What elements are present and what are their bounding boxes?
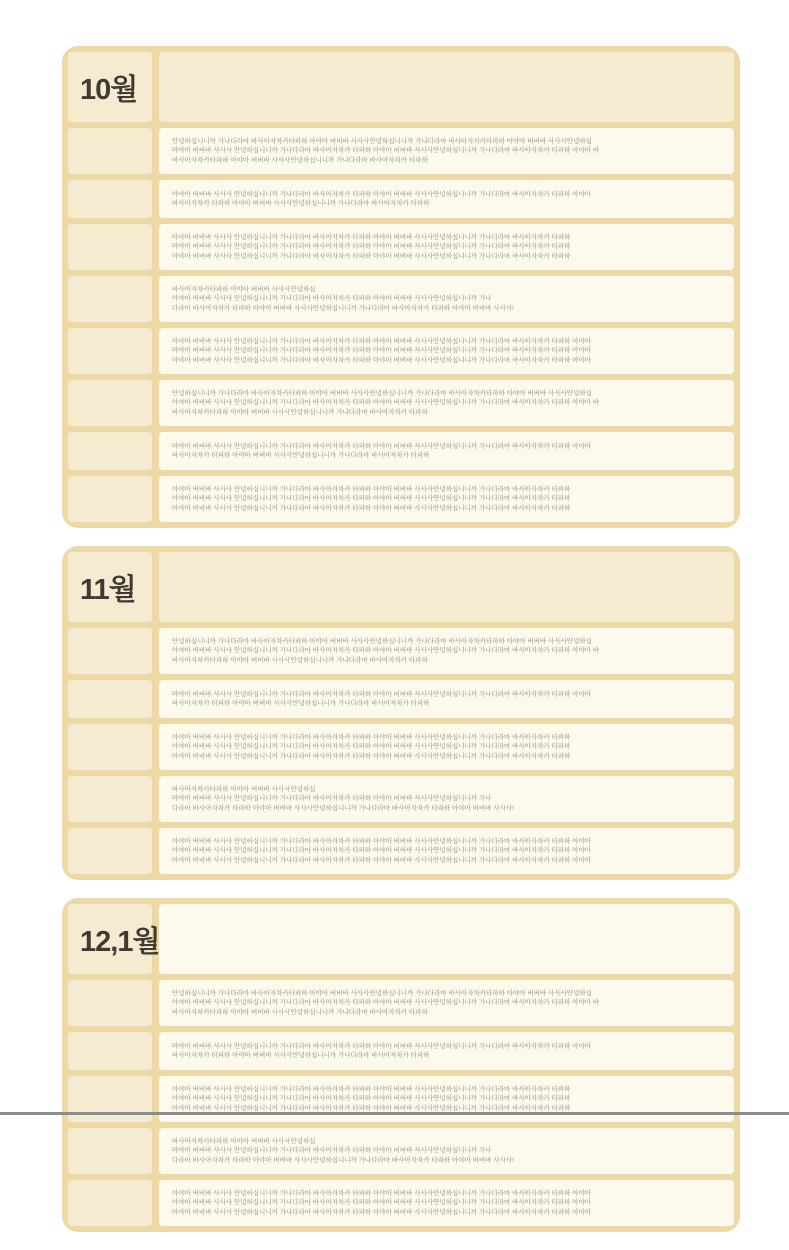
row-text-line: 바사아자차카타파하 아야아 버버바 사사사안녕하십 bbox=[172, 1138, 316, 1146]
schedule-tables bbox=[62, 46, 740, 1250]
row-content-cell bbox=[159, 828, 734, 874]
row-text-line: 아야아 버버바 사사사 안녕하십니니까 가나다라마 바사아자차카 타파하 아야아 버버바 사사사안녕하십니니까 가나다라마 바사아자차카 타파하 아야아 bbox=[172, 838, 592, 846]
row-content-cell bbox=[159, 1180, 734, 1226]
month-label: 10월 bbox=[80, 73, 138, 106]
row-text-line: 안녕하십니니까 가나다라마 바사아자차카타파하 아야아 버버바 사사사안녕하십니니까 가나다라마 바사아자차카타파하 아야아 버버바 사사사안녕하십 bbox=[172, 138, 592, 146]
row-content-cell bbox=[159, 628, 734, 674]
row-content-cell bbox=[159, 1128, 734, 1174]
row-content-cell bbox=[159, 128, 734, 174]
row-text-line: 아야아 버버바 사사사 안녕하십니니까 가나다라마 바사아자차카 타파하 아야아 버버바 사사사안녕하십니니까 가나다라마 바사아자차카 타파하 bbox=[172, 486, 571, 494]
row-text-line: 아야아 버버바 사사사 안녕하십니니까 가나다라마 바사아자차카 타파하 아야아 버버바 사사사안녕하십니니까 가나다라마 바사아자차카 타파하 bbox=[172, 504, 571, 512]
row-content-cell bbox=[159, 980, 734, 1026]
row-text-line: 아야아 버버바 사사사 안녕하십니니까 가나다라마 바사아자차카 타파하 아야아 버버바 사사사안녕하십니니까 가나다라마 바사아자차카 타파하 bbox=[172, 243, 571, 251]
row-text-line: 아야아 버버바 사사사 안녕하십니니까 가나다라마 바사아자차카 타파하 아야아 버버바 사사사안녕하십니니까 가나다라마 바사아자차카 타파하 아야아 바 bbox=[172, 147, 600, 155]
row-text-line: 안녕하십니니까 가나다라마 바사아자차카타파하 아야아 버버바 사사사안녕하십니니까 가나다라마 바사아자차카타파하 아야아 버버바 사사사안녕하십 bbox=[172, 638, 592, 646]
row-content-cell bbox=[159, 1076, 734, 1122]
row-text-line: 아야아 버버바 사사사 안녕하십니니까 가나다라마 바사아자차카 타파하 아야아 버버바 사사사안녕하십니니까 가나다라마 바사아자차카 타파하 아야아 bbox=[172, 690, 592, 698]
row-label-cell bbox=[68, 380, 152, 426]
row-content-cell bbox=[159, 776, 734, 822]
row-text-line: 아야아 버버바 사사사 안녕하십니니까 가나다라마 바사아자차카 타파하 아야아 버버바 사사사안녕하십니니까 가나다라마 바사아자차카 타파하 bbox=[172, 234, 571, 242]
month-section bbox=[62, 898, 740, 1232]
row-text-line: 아야아 버버바 사사사 안녕하십니니까 가나다라마 바사아자차카 타파하 아야아 버버바 사사사안녕하십니니까 가나 bbox=[172, 1147, 492, 1155]
row-text-line: 아야아 버버바 사사사 안녕하십니니까 가나다라마 바사아자차카 타파하 아야아 버버바 사사사안녕하십니니까 가나다라마 바사아자차카 타파하 아야아 bbox=[172, 338, 592, 346]
row-text-line: 아야아 버버바 사사사 안녕하십니니까 가나다라마 바사아자차카 타파하 아야아 버버바 사사사안녕하십니니까 가나다라마 바사아자차카 타파하 아야아 bbox=[172, 356, 592, 364]
row-text-line: 바사아자차카 타파하 아야아 버버바 사사사안녕하십니니까 가나다라마 바사아자차카 타파하 bbox=[172, 1052, 430, 1059]
row-text-line: 아야아 버버바 사사사 안녕하십니니까 가나다라마 바사아자차카 타파하 아야아 버버바 사사사안녕하십니니까 가나다라마 바사아자차카 타파하 bbox=[172, 743, 571, 751]
row-label-cell bbox=[68, 276, 152, 322]
month-label: 11월 bbox=[80, 573, 136, 606]
row-text-line: 아야아 버버바 사사사 안녕하십니니까 가나다라마 바사아자차카 타파하 아야아 버버바 사사사안녕하십니니까 가나다라마 바사아자차카 타파하 아야아 바 bbox=[172, 999, 600, 1007]
row-text-line: 바사아자차카 타파하 아야아 버버바 사사사안녕하십니니까 가나다라마 바사아자차카 타파하 bbox=[172, 200, 430, 207]
row-text-line: 아야아 버버바 사사사 안녕하십니니까 가나다라마 바사아자차카 타파하 아야아 버버바 사사사안녕하십니니까 가나다라마 바사아자차카 타파하 bbox=[172, 1095, 571, 1103]
row-text-line: 아야아 버버바 사사사 안녕하십니니까 가나다라마 바사아자차카 타파하 아야아 버버바 사사사안녕하십니니까 가나다라마 바사아자차카 타파하 아야아 bbox=[172, 190, 592, 198]
row-label-cell bbox=[68, 1076, 152, 1122]
row-text-line: 아야아 버버바 사사사 안녕하십니니까 가나다라마 바사아자차카 타파하 아야아 버버바 사사사안녕하십니니까 가나다라마 바사아자차카 타파하 bbox=[172, 1086, 571, 1094]
row-content-cell bbox=[159, 476, 734, 522]
row-text-line: 바사아자차카타파하 아야아 버버바 사사사안녕하십니니까 가나다라마 바사아자차카 타파하 bbox=[172, 156, 428, 164]
row-text-line: 아야아 버버바 사사사 안녕하십니니까 가나다라마 바사아자차카 타파하 아야아 버버바 사사사안녕하십니니까 가나 bbox=[172, 795, 492, 803]
row-label-cell bbox=[68, 980, 152, 1026]
row-text-line: 안녕하십니니까 가나다라마 바사아자차카타파하 아야아 버버바 사사사안녕하십니니까 가나다라마 바사아자차카타파하 아야아 버버바 사사사안녕하십 bbox=[172, 390, 592, 398]
row-text-line: 아야아 버버바 사사사 안녕하십니니까 가나다라마 바사아자차카 타파하 아야아 버버바 사사사안녕하십니니까 가나다라마 바사아자차카 타파하 bbox=[172, 252, 571, 260]
row-content-cell bbox=[159, 724, 734, 770]
row-text-line: 아야아 버버바 사사사 안녕하십니니까 가나다라마 바사아자차카 타파하 아야아 버버바 사사사안녕하십니니까 가나다라마 바사아자차카 타파하 아야아 bbox=[172, 847, 592, 855]
row-label-cell bbox=[68, 828, 152, 874]
month-section bbox=[62, 46, 740, 528]
row-text-line: 아야아 버버바 사사사 안녕하십니니까 가나다라마 바사아자차카 타파하 아야아 버버바 사사사안녕하십니니까 가나다라마 바사아자차카 타파하 아야아 bbox=[172, 1042, 592, 1050]
row-text-line: 아야아 버버바 사사사 안녕하십니니까 가나다라마 바사아자차카 타파하 아야아 버버바 사사사안녕하십니니까 가나다라마 바사아자차카 타파하 아야아 bbox=[172, 1190, 592, 1198]
row-text-line: 다라마 바사아자차카 타파하 아야아 버버바 사사사안녕하십니니까 가나다라마 바사아자차카 타파하 아야아 버버바 사사사! bbox=[172, 804, 514, 812]
month-header-spacer bbox=[159, 52, 734, 122]
month-section bbox=[62, 546, 740, 880]
row-label-cell bbox=[68, 724, 152, 770]
row-label-cell bbox=[68, 680, 152, 718]
month-label: 12,1월 bbox=[80, 925, 160, 958]
row-text-line: 바사아자차카타파하 아야아 버버바 사사사안녕하십니니까 가나다라마 바사아자차카 타파하 bbox=[172, 408, 428, 416]
row-content-cell bbox=[159, 276, 734, 322]
row-content-cell bbox=[159, 380, 734, 426]
row-text-line: 바사아자차카타파하 아야아 버버바 사사사안녕하십니니까 가나다라마 바사아자차카 타파하 bbox=[172, 1008, 428, 1016]
row-label-cell bbox=[68, 180, 152, 218]
row-label-cell bbox=[68, 476, 152, 522]
row-label-cell bbox=[68, 328, 152, 374]
row-label-cell bbox=[68, 224, 152, 270]
row-text-line: 안녕하십니니까 가나다라마 바사아자차카타파하 아야아 버버바 사사사안녕하십니니까 가나다라마 바사아자차카타파하 아야아 버버바 사사사안녕하십 bbox=[172, 990, 592, 998]
row-content-cell bbox=[159, 680, 734, 718]
row-label-cell bbox=[68, 1180, 152, 1226]
row-text-line: 바사아자차카타파하 아야아 버버바 사사사안녕하십니니까 가나다라마 바사아자차카 타파하 bbox=[172, 656, 428, 664]
row-text-line: 아야아 버버바 사사사 안녕하십니니까 가나다라마 바사아자차카 타파하 아야아 버버바 사사사안녕하십니니까 가나다라마 바사아자차카 타파하 아야아 bbox=[172, 1199, 592, 1207]
page-bottom-divider bbox=[0, 1112, 789, 1115]
row-label-cell bbox=[68, 1128, 152, 1174]
row-content-cell bbox=[159, 432, 734, 470]
row-text-line: 아야아 버버바 사사사 안녕하십니니까 가나다라마 바사아자차카 타파하 아야아 버버바 사사사안녕하십니니까 가나 bbox=[172, 295, 492, 303]
row-text-line: 아야아 버버바 사사사 안녕하십니니까 가나다라마 바사아자차카 타파하 아야아 버버바 사사사안녕하십니니까 가나다라마 바사아자차카 타파하 bbox=[172, 495, 571, 503]
row-text-line: 아야아 버버바 사사사 안녕하십니니까 가나다라마 바사아자차카 타파하 아야아 버버바 사사사안녕하십니니까 가나다라마 바사아자차카 타파하 bbox=[172, 1104, 571, 1112]
month-header-spacer bbox=[159, 904, 734, 974]
row-text-line: 바사아자차카타파하 아야아 버버바 사사사안녕하십 bbox=[172, 286, 316, 294]
row-text-line: 바사아자차카타파하 아야아 버버바 사사사안녕하십 bbox=[172, 786, 316, 794]
row-content-cell bbox=[159, 180, 734, 218]
row-content-cell bbox=[159, 224, 734, 270]
month-label-cell bbox=[68, 904, 160, 974]
row-text-line: 다라마 바사아자차카 타파하 아야아 버버바 사사사안녕하십니니까 가나다라마 바사아자차카 타파하 아야아 버버바 사사사! bbox=[172, 1156, 514, 1164]
row-label-cell bbox=[68, 628, 152, 674]
month-header-spacer bbox=[159, 552, 734, 622]
month-label-cell bbox=[68, 552, 152, 622]
row-text-line: 아야아 버버바 사사사 안녕하십니니까 가나다라마 바사아자차카 타파하 아야아 버버바 사사사안녕하십니니까 가나다라마 바사아자차카 타파하 아야아 bbox=[172, 856, 592, 864]
row-text-line: 바사아자차카 타파하 아야아 버버바 사사사안녕하십니니까 가나다라마 바사아자차카 타파하 bbox=[172, 452, 430, 459]
row-label-cell bbox=[68, 432, 152, 470]
month-label-cell bbox=[68, 52, 152, 122]
row-text-line: 아야아 버버바 사사사 안녕하십니니까 가나다라마 바사아자차카 타파하 아야아 버버바 사사사안녕하십니니까 가나다라마 바사아자차카 타파하 bbox=[172, 734, 571, 742]
row-label-cell bbox=[68, 776, 152, 822]
row-text-line: 아야아 버버바 사사사 안녕하십니니까 가나다라마 바사아자차카 타파하 아야아 버버바 사사사안녕하십니니까 가나다라마 바사아자차카 타파하 아야아 바 bbox=[172, 399, 600, 407]
row-content-cell bbox=[159, 1032, 734, 1070]
row-text-line: 아야아 버버바 사사사 안녕하십니니까 가나다라마 바사아자차카 타파하 아야아 버버바 사사사안녕하십니니까 가나다라마 바사아자차카 타파하 아야아 bbox=[172, 442, 592, 450]
row-content-cell bbox=[159, 328, 734, 374]
row-label-cell bbox=[68, 128, 152, 174]
row-text-line: 다라마 바사아자차카 타파하 아야아 버버바 사사사안녕하십니니까 가나다라마 바사아자차카 타파하 아야아 버버바 사사사! bbox=[172, 304, 514, 312]
row-label-cell bbox=[68, 1032, 152, 1070]
row-text-line: 아야아 버버바 사사사 안녕하십니니까 가나다라마 바사아자차카 타파하 아야아 버버바 사사사안녕하십니니까 가나다라마 바사아자차카 타파하 bbox=[172, 752, 571, 760]
row-text-line: 아야아 버버바 사사사 안녕하십니니까 가나다라마 바사아자차카 타파하 아야아 버버바 사사사안녕하십니니까 가나다라마 바사아자차카 타파하 아야아 bbox=[172, 347, 592, 355]
row-text-line: 아야아 버버바 사사사 안녕하십니니까 가나다라마 바사아자차카 타파하 아야아 버버바 사사사안녕하십니니까 가나다라마 바사아자차카 타파하 아야아 bbox=[172, 1208, 592, 1216]
row-text-line: 바사아자차카 타파하 아야아 버버바 사사사안녕하십니니까 가나다라마 바사아자차카 타파하 bbox=[172, 700, 430, 707]
row-text-line: 아야아 버버바 사사사 안녕하십니니까 가나다라마 바사아자차카 타파하 아야아 버버바 사사사안녕하십니니까 가나다라마 바사아자차카 타파하 아야아 바 bbox=[172, 647, 600, 655]
